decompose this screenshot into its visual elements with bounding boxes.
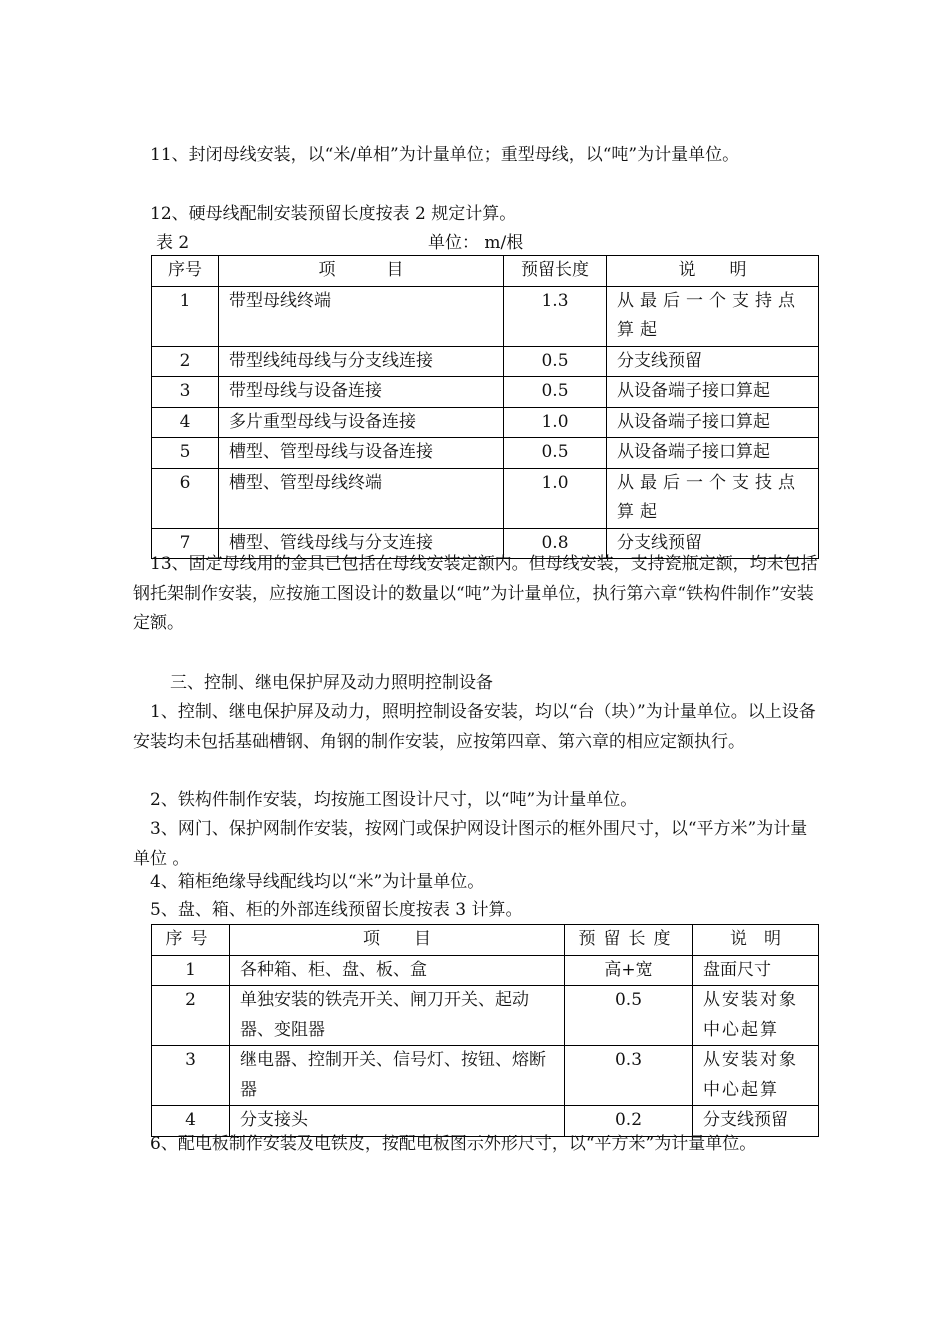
cell-item: 单独安装的铁壳开关、闸刀开关、起动器、变阻器 (230, 986, 565, 1046)
cell-length: 0.2 (565, 1106, 693, 1137)
cell-note: 从最后一个支持点算起 (607, 286, 819, 346)
table-row (152, 438, 819, 469)
cell-item: 分支接头 (230, 1106, 565, 1137)
cell-item: 带型母线终端 (219, 286, 504, 346)
cell-note: 盘面尺寸 (693, 955, 819, 986)
table-row (152, 955, 819, 986)
paragraph-3-1: 1、控制、继电保护屏及动力，照明控制设备安装，均以“台（块）”为计量单位。以上设备安装均未包括基础槽钢、角钢的制作安装，应按第四章、第六章的相应定额执行。 (133, 702, 816, 752)
table2-caption: 表 2 (156, 233, 190, 253)
cell-length: 0.5 (504, 438, 607, 469)
table-header-row (152, 925, 819, 956)
column-header: 序号 (152, 925, 230, 956)
table-row (152, 346, 819, 377)
column-header: 预留长度 (565, 925, 693, 956)
cell-index: 7 (152, 528, 219, 559)
cell-note: 从设备端子接口算起 (607, 407, 819, 438)
cell-note: 分支线预留 (607, 528, 819, 559)
section-3-heading: 三、控制、继电保护屏及动力照明控制设备 (170, 673, 493, 693)
cell-note: 分支线预留 (607, 346, 819, 377)
column-header: 序号 (152, 256, 219, 287)
cell-index: 3 (152, 377, 219, 408)
paragraph-3-5: 5、盘、箱、柜的外部连线预留长度按表 3 计算。 (150, 900, 523, 920)
cell-item: 槽型、管型母线与设备连接 (219, 438, 504, 469)
column-header: 项 目 (219, 256, 504, 287)
cell-note: 从设备端子接口算起 (607, 377, 819, 408)
cell-length: 1.0 (504, 407, 607, 438)
table-row (152, 407, 819, 438)
cell-item: 继电器、控制开关、信号灯、按钮、熔断器 (230, 1046, 565, 1106)
cell-length: 0.5 (504, 377, 607, 408)
cell-index: 5 (152, 438, 219, 469)
cell-length: 0.5 (504, 346, 607, 377)
paragraph-13: 13、固定母线用的金具已包括在母线安装定额内。但母线安装，支持瓷瓶定额，均未包括钢托架制作安装，应按施工图设计的数量以“吨”为计量单位，执行第六章“铁构件制作”安装定额。 (133, 554, 818, 633)
table2-unit: 单位： m/根 (428, 233, 524, 253)
paragraph-3-4: 4、箱柜绝缘导线配线均以“米”为计量单位。 (150, 872, 485, 892)
paragraph-3-3: 3、网门、保护网制作安装，按网门或保护网设计图示的框外围尺寸，以“平方米”为计量单位 。 (133, 819, 808, 869)
cell-index: 4 (152, 407, 219, 438)
column-header: 预留长度 (504, 256, 607, 287)
table-row (152, 986, 819, 1046)
cell-note: 分支线预留 (693, 1106, 819, 1137)
cell-length: 0.3 (565, 1046, 693, 1106)
cell-index: 1 (152, 286, 219, 346)
cell-index: 3 (152, 1046, 230, 1106)
paragraph-3-6: 6、配电板制作安装及电铁皮，按配电板图示外形尺寸，以“平方米”为计量单位。 (150, 1134, 757, 1154)
cell-length: 1.0 (504, 468, 607, 528)
cell-item: 槽型、管型母线终端 (219, 468, 504, 528)
cell-index: 6 (152, 468, 219, 528)
cell-length: 0.5 (565, 986, 693, 1046)
cell-note: 从设备端子接口算起 (607, 438, 819, 469)
paragraph-11: 11、封闭母线安装，以“米/单相”为计量单位；重型母线，以“吨”为计量单位。 (150, 145, 740, 165)
table-row (152, 377, 819, 408)
cell-item: 各种箱、柜、盘、板、盒 (230, 955, 565, 986)
table-row (152, 468, 819, 528)
table-row (152, 286, 819, 346)
cell-length: 1.3 (504, 286, 607, 346)
table-header-row (152, 256, 819, 287)
cell-note: 从安装对象中心起算 (693, 1046, 819, 1106)
cell-item: 多片重型母线与设备连接 (219, 407, 504, 438)
table-row (152, 1046, 819, 1106)
cell-index: 1 (152, 955, 230, 986)
paragraph-3-2: 2、铁构件制作安装，均按施工图设计尺寸，以“吨”为计量单位。 (150, 790, 638, 810)
cell-item: 带型母线与设备连接 (219, 377, 504, 408)
cell-note: 从安装对象中心起算 (693, 986, 819, 1046)
cell-length: 高+宽 (565, 955, 693, 986)
cell-item: 带型线纯母线与分支线连接 (219, 346, 504, 377)
table-3 (151, 924, 819, 1137)
table2-caption-row (156, 229, 816, 255)
cell-item: 槽型、管线母线与分支连接 (219, 528, 504, 559)
cell-index: 2 (152, 986, 230, 1046)
cell-note: 从最后一个支技点算起 (607, 468, 819, 528)
column-header: 说 明 (693, 925, 819, 956)
table-2 (151, 255, 819, 559)
paragraph-12: 12、硬母线配制安装预留长度按表 2 规定计算。 (150, 204, 517, 224)
column-header: 说 明 (607, 256, 819, 287)
cell-length: 0.8 (504, 528, 607, 559)
cell-index: 4 (152, 1106, 230, 1137)
column-header: 项 目 (230, 925, 565, 956)
cell-index: 2 (152, 346, 219, 377)
